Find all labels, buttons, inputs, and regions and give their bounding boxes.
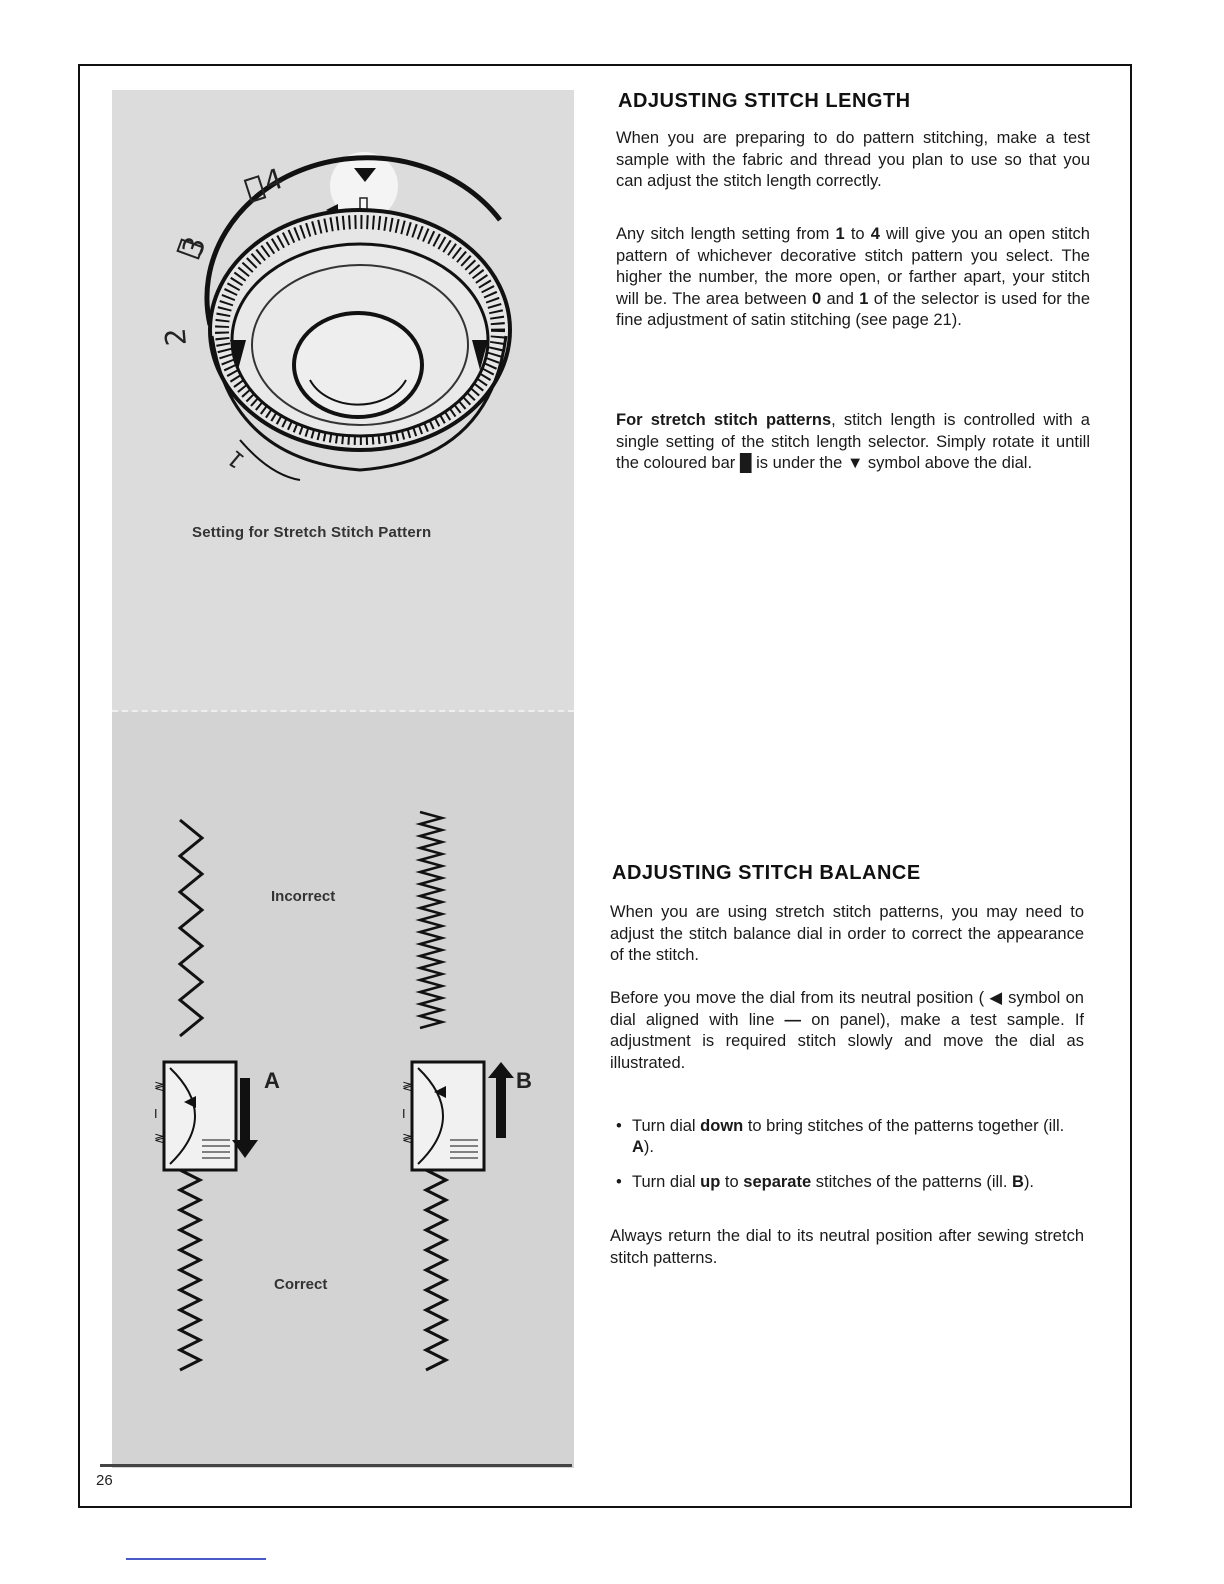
svg-text:≷: ≷ [154,1131,165,1145]
fold-line [112,710,574,712]
balance-dial-b [402,1062,484,1170]
dial-caption: Setting for Stretch Stitch Pattern [192,524,432,541]
svg-text:I: I [154,1107,158,1121]
balance-paragraph-3: Always return the dial to its neutral position after sewing stretch stitch patterns. [610,1227,1084,1267]
bullet-turn-up: • Turn dial up to separate stitches of the patterns (ill. B). [616,1173,1035,1191]
balance-dial-a [154,1062,236,1170]
svg-text:≷: ≷ [402,1079,413,1093]
heading-stitch-length: ADJUSTING STITCH LENGTH [618,90,911,112]
length-paragraph-1: When you are preparing to do pattern stitching, make a test sample with the fabric and thread you plan to use so that you can adjust the stitch length correctly. [616,129,1090,190]
arrow-up-icon [488,1062,514,1138]
dial-number-4: 4 [259,161,288,199]
stitch-length-dial-illustration [150,140,570,500]
dial-number-2: 2 [158,326,193,348]
svg-text:I: I [402,1107,406,1121]
stitch-balance-illustration [150,800,570,1380]
page-number: 26 [96,1472,113,1489]
balance-paragraph-1: When you are using stretch stitch patterns, you may need to adjust the stitch balance dial in order to correct the appearance of the stitch. [610,903,1084,964]
illustration-bottom-rule [100,1464,572,1467]
zigzag-correct-a [180,1170,200,1370]
label-correct: Correct [274,1276,328,1293]
svg-text:≷: ≷ [402,1131,413,1145]
dial-number-3: 3 [175,232,213,261]
zigzag-correct-b [426,1170,446,1370]
footer-rule [126,1558,266,1560]
length-paragraph-3: For stretch stitch patterns, stitch length is controlled with a single setting of the stitch length selector. Simply rotate it untill the coloured bar █ is under the ▼ symbol above the dial. [616,411,1090,472]
label-a: A [264,1068,280,1093]
zigzag-incorrect-b [420,812,442,1028]
left-triangle-symbol: ◀ [989,989,1003,1007]
zigzag-incorrect-a [180,820,202,1036]
label-incorrect: Incorrect [271,888,336,905]
length-paragraph-2: Any sitch length setting from 1 to 4 will give you an open stitch pattern of whichever decorative stitch pattern you select. The higher the number, the more open, or farther apart, your stitch will be. The area between 0 and 1 of the selector is used for the fine adjustment of satin stitching (see page 21). [616,225,1091,329]
label-b: B [516,1068,532,1093]
down-triangle-symbol: ▼ [846,454,864,472]
svg-text:≷: ≷ [154,1079,165,1093]
bullet-turn-down: • Turn dial down to bring stitches of the patterns together (ill. A). [616,1117,1065,1156]
dial-number-1: 1 [223,444,250,473]
line-symbol: — [784,1010,802,1029]
coloured-bar-symbol: █ [739,454,752,472]
heading-stitch-balance: ADJUSTING STITCH BALANCE [612,862,921,884]
balance-paragraph-2: Before you move the dial from its neutral position ( ◀ symbol on dial aligned with line — on panel), make a test sample. If adjustment is required stitch slowly and move the dial as illustrated. [610,989,1084,1072]
